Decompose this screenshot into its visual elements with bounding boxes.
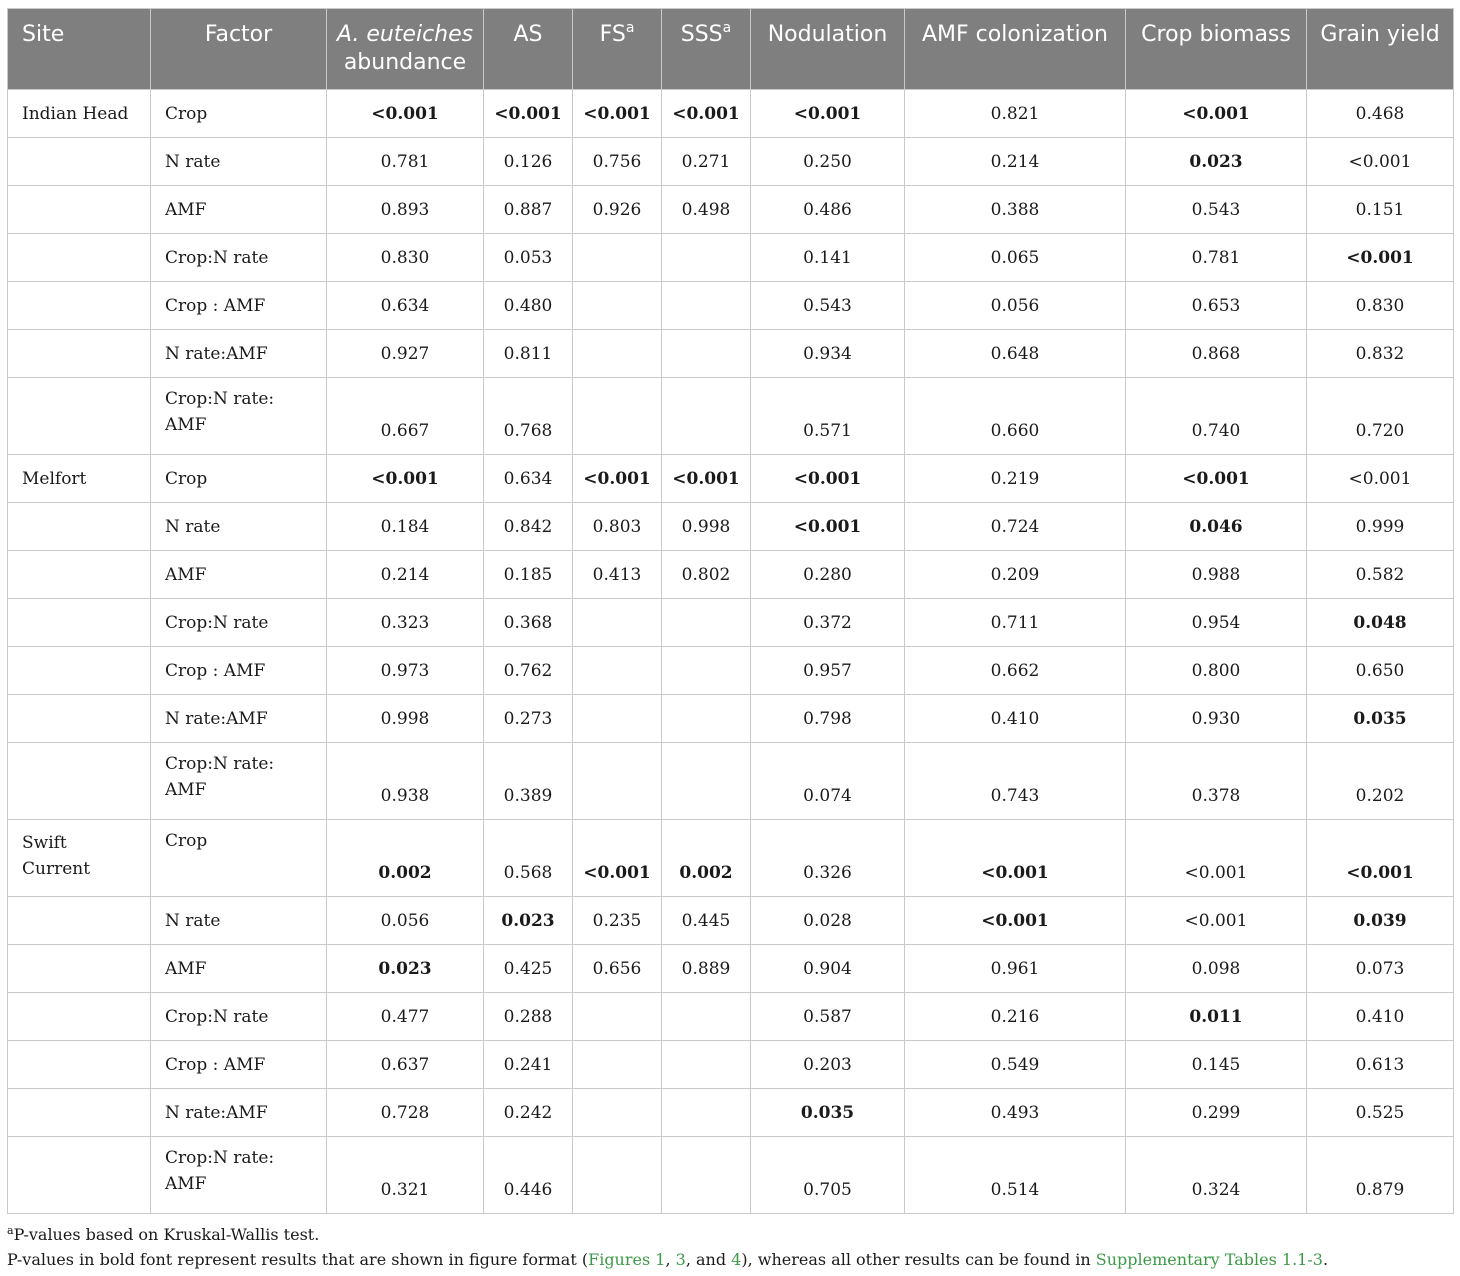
- site-cell: [8, 282, 151, 330]
- p-value-cell: 0.446: [484, 1137, 573, 1214]
- p-value-cell: [573, 1041, 662, 1089]
- p-value-cell: <0.001: [905, 897, 1126, 945]
- site-name: Indian Head: [22, 103, 129, 124]
- p-value-cell: <0.001: [573, 90, 662, 138]
- factor-label: AMF: [165, 199, 207, 220]
- p-value-cell: 0.023: [1126, 138, 1307, 186]
- p-value-cell: 0.073: [1307, 945, 1454, 993]
- footnote-bold-explanation: P-values in bold font represent results that are shown in figure format (Figures 1, 3, and 4), whereas all other results can be found in Supplementary Tables 1.1-3.: [7, 1250, 1329, 1269]
- col-header-amf-colonization: AMF colonization: [905, 9, 1126, 90]
- table-row: [8, 897, 1454, 945]
- p-value-cell: 0.126: [484, 138, 573, 186]
- p-value-cell: 0.023: [484, 897, 573, 945]
- p-value-cell: 0.660: [905, 378, 1126, 455]
- factor-label: Crop:N rate:: [165, 754, 275, 774]
- p-value-cell: [662, 647, 751, 695]
- p-value-cell: [573, 378, 662, 455]
- p-value-cell: 0.445: [662, 897, 751, 945]
- table-row: [8, 820, 1454, 897]
- p-value-cell: 0.803: [573, 503, 662, 551]
- col-header-a-euteiches-abundance: A. euteiches abundance: [327, 9, 484, 90]
- factor-cell: [151, 647, 327, 695]
- table-row: [8, 138, 1454, 186]
- p-value-cell: <0.001: [1126, 897, 1307, 945]
- factor-cell: [151, 897, 327, 945]
- table-body: [8, 90, 1454, 1214]
- p-value-cell: 0.934: [751, 330, 905, 378]
- p-value-cell: [662, 695, 751, 743]
- p-value-cell: 0.830: [1307, 282, 1454, 330]
- p-value-cell: [573, 743, 662, 820]
- factor-label: Crop : AMF: [165, 1054, 266, 1075]
- col-header-nodulation: Nodulation: [751, 9, 905, 90]
- p-value-cell: 0.961: [905, 945, 1126, 993]
- factor-label: N rate:AMF: [165, 1102, 268, 1123]
- figure-4-link[interactable]: 4: [731, 1250, 742, 1269]
- p-value-cell: 0.056: [327, 897, 484, 945]
- p-value-cell: 0.587: [751, 993, 905, 1041]
- p-value-cell: 0.889: [662, 945, 751, 993]
- p-value-cell: 0.720: [1307, 378, 1454, 455]
- p-value-cell: [573, 1089, 662, 1137]
- table-row: [8, 743, 1454, 820]
- site-cell: [8, 897, 151, 945]
- site-cell: [8, 695, 151, 743]
- p-value-cell: <0.001: [1307, 455, 1454, 503]
- p-value-cell: 0.389: [484, 743, 573, 820]
- p-value-cell: 0.477: [327, 993, 484, 1041]
- p-value-cell: 0.998: [327, 695, 484, 743]
- factor-label: Crop:N rate: [165, 247, 269, 268]
- site-cell: [8, 186, 151, 234]
- p-value-cell: 0.410: [1307, 993, 1454, 1041]
- p-value-cell: 0.927: [327, 330, 484, 378]
- p-value-cell: [573, 695, 662, 743]
- p-value-cell: 0.023: [327, 945, 484, 993]
- p-value-cell: <0.001: [662, 90, 751, 138]
- p-value-cell: 0.151: [1307, 186, 1454, 234]
- p-value-cell: 0.705: [751, 1137, 905, 1214]
- p-value-cell: <0.001: [1126, 820, 1307, 897]
- factor-label-line2: AMF: [165, 1174, 207, 1194]
- factor-cell: [151, 90, 327, 138]
- p-value-cell: 0.568: [484, 820, 573, 897]
- p-value-cell: [573, 330, 662, 378]
- table-row: [8, 695, 1454, 743]
- factor-cell: [151, 551, 327, 599]
- col-header-grain-yield: Grain yield: [1307, 9, 1454, 90]
- p-value-cell: 0.667: [327, 378, 484, 455]
- p-value-cell: 0.662: [905, 647, 1126, 695]
- p-value-cell: [573, 993, 662, 1041]
- figure-3-link[interactable]: 3: [675, 1250, 686, 1269]
- p-value-cell: 0.954: [1126, 599, 1307, 647]
- p-value-cell: 0.271: [662, 138, 751, 186]
- p-value-cell: 0.368: [484, 599, 573, 647]
- factor-cell: [151, 330, 327, 378]
- factor-label: Crop: [165, 468, 208, 489]
- p-value-cell: 0.388: [905, 186, 1126, 234]
- p-value-cell: 0.372: [751, 599, 905, 647]
- p-value-cell: 0.998: [662, 503, 751, 551]
- p-value-cell: [662, 1041, 751, 1089]
- site-cell: [8, 945, 151, 993]
- table-row: [8, 378, 1454, 455]
- p-value-cell: 0.280: [751, 551, 905, 599]
- factor-cell: [151, 455, 327, 503]
- p-value-cell: 0.035: [751, 1089, 905, 1137]
- p-value-cell: 0.273: [484, 695, 573, 743]
- factor-label: Crop : AMF: [165, 660, 266, 681]
- p-value-cell: <0.001: [751, 503, 905, 551]
- p-value-cell: [573, 599, 662, 647]
- table-row: [8, 993, 1454, 1041]
- factor-cell: [151, 1089, 327, 1137]
- p-value-cell: 0.832: [1307, 330, 1454, 378]
- p-value-cell: 0.957: [751, 647, 905, 695]
- p-value-cell: <0.001: [1126, 90, 1307, 138]
- factor-label: Crop:N rate:: [165, 1148, 275, 1168]
- p-value-cell: 0.938: [327, 743, 484, 820]
- p-value-cell: 0.543: [751, 282, 905, 330]
- p-value-cell: 0.141: [751, 234, 905, 282]
- table-row: [8, 503, 1454, 551]
- p-value-cell: <0.001: [662, 455, 751, 503]
- p-value-cell: 0.046: [1126, 503, 1307, 551]
- factor-cell: [151, 599, 327, 647]
- p-value-cell: 0.039: [1307, 897, 1454, 945]
- figure-1-link[interactable]: Figures 1: [588, 1250, 666, 1269]
- p-value-cell: 0.887: [484, 186, 573, 234]
- p-value-cell: 0.145: [1126, 1041, 1307, 1089]
- factor-label: N rate: [165, 151, 221, 172]
- p-value-cell: <0.001: [327, 455, 484, 503]
- header-row: [8, 9, 1454, 90]
- factor-label-line2: AMF: [165, 780, 207, 800]
- p-value-cell: [662, 1137, 751, 1214]
- p-value-cell: 0.202: [1307, 743, 1454, 820]
- p-value-cell: [662, 1089, 751, 1137]
- p-value-cell: 0.756: [573, 138, 662, 186]
- factor-cell: [151, 1041, 327, 1089]
- factor-cell: [151, 234, 327, 282]
- site-cell: [8, 820, 151, 897]
- site-cell: [8, 599, 151, 647]
- site-cell: [8, 330, 151, 378]
- p-value-cell: <0.001: [751, 455, 905, 503]
- p-value-cell: 0.028: [751, 897, 905, 945]
- factor-label: Crop:N rate: [165, 612, 269, 633]
- factor-label: N rate:AMF: [165, 343, 268, 364]
- p-value-cell: 0.241: [484, 1041, 573, 1089]
- factor-label: AMF: [165, 958, 207, 979]
- p-value-cell: 0.973: [327, 647, 484, 695]
- site-cell: [8, 551, 151, 599]
- footnote-kruskal-wallis: $^a$P-values based on Kruskal-Wallis test.: [7, 1224, 320, 1244]
- site-cell: [8, 455, 151, 503]
- factor-cell: [151, 695, 327, 743]
- p-value-cell: [662, 743, 751, 820]
- factor-label: Crop: [165, 103, 208, 124]
- p-value-cell: [573, 282, 662, 330]
- p-value-cell: 0.711: [905, 599, 1126, 647]
- p-value-cell: 0.653: [1126, 282, 1307, 330]
- p-value-cell: 0.053: [484, 234, 573, 282]
- p-value-cell: [662, 599, 751, 647]
- p-value-cell: 0.802: [662, 551, 751, 599]
- p-value-cell: 0.743: [905, 743, 1126, 820]
- p-value-cell: 0.216: [905, 993, 1126, 1041]
- p-value-cell: 0.656: [573, 945, 662, 993]
- site-cell: [8, 1089, 151, 1137]
- p-value-cell: [662, 234, 751, 282]
- p-value-cell: 0.493: [905, 1089, 1126, 1137]
- p-value-cell: [573, 234, 662, 282]
- p-value-cell: 0.214: [327, 551, 484, 599]
- p-value-cell: 0.514: [905, 1137, 1126, 1214]
- p-value-cell: 0.798: [751, 695, 905, 743]
- site-name: Melfort: [22, 468, 87, 489]
- p-value-cell: 0.235: [573, 897, 662, 945]
- p-value-cell: 0.209: [905, 551, 1126, 599]
- site-cell: [8, 234, 151, 282]
- supplementary-tables-link[interactable]: Supplementary Tables 1.1-3: [1095, 1250, 1323, 1269]
- p-value-cell: 0.724: [905, 503, 1126, 551]
- p-value-cell: [662, 282, 751, 330]
- p-value-cell: [662, 993, 751, 1041]
- p-value-cell: 0.242: [484, 1089, 573, 1137]
- p-value-cell: 0.288: [484, 993, 573, 1041]
- factor-label: Crop:N rate:: [165, 389, 275, 409]
- p-value-cell: 0.868: [1126, 330, 1307, 378]
- p-value-cell: 0.571: [751, 378, 905, 455]
- table-row: [8, 551, 1454, 599]
- factor-cell: [151, 186, 327, 234]
- p-value-cell: 0.904: [751, 945, 905, 993]
- table-row: [8, 945, 1454, 993]
- p-value-cell: 0.098: [1126, 945, 1307, 993]
- p-value-cell: 0.002: [662, 820, 751, 897]
- p-value-cell: 0.480: [484, 282, 573, 330]
- p-value-cell: 0.324: [1126, 1137, 1307, 1214]
- p-value-cell: 0.811: [484, 330, 573, 378]
- table-row: [8, 234, 1454, 282]
- p-value-cell: 0.011: [1126, 993, 1307, 1041]
- p-value-cell: 0.999: [1307, 503, 1454, 551]
- anova-results-table: [7, 8, 1454, 1214]
- site-cell: [8, 647, 151, 695]
- col-header-fs: $FS^a$: [573, 9, 662, 90]
- p-value-cell: <0.001: [1307, 820, 1454, 897]
- p-value-cell: 0.582: [1307, 551, 1454, 599]
- site-cell: [8, 1041, 151, 1089]
- table-row: [8, 1041, 1454, 1089]
- site-cell: [8, 138, 151, 186]
- p-value-cell: 0.634: [484, 455, 573, 503]
- p-value-cell: 0.650: [1307, 647, 1454, 695]
- p-value-cell: 0.930: [1126, 695, 1307, 743]
- p-value-cell: 0.637: [327, 1041, 484, 1089]
- p-value-cell: 0.074: [751, 743, 905, 820]
- table-row: [8, 330, 1454, 378]
- p-value-cell: 0.893: [327, 186, 484, 234]
- p-value-cell: 0.425: [484, 945, 573, 993]
- p-value-cell: 0.781: [327, 138, 484, 186]
- p-value-cell: [573, 647, 662, 695]
- p-value-cell: 0.326: [751, 820, 905, 897]
- factor-cell: [151, 820, 327, 897]
- site-name: Swift: [22, 833, 67, 853]
- p-value-cell: 0.378: [1126, 743, 1307, 820]
- col-header-as: AS: [484, 9, 573, 90]
- p-value-cell: <0.001: [1126, 455, 1307, 503]
- p-value-cell: 0.299: [1126, 1089, 1307, 1137]
- site-cell: [8, 90, 151, 138]
- p-value-cell: [662, 378, 751, 455]
- site-name-line2: Current: [22, 859, 91, 879]
- p-value-cell: 0.410: [905, 695, 1126, 743]
- factor-cell: [151, 503, 327, 551]
- p-value-cell: 0.219: [905, 455, 1126, 503]
- p-value-cell: 0.613: [1307, 1041, 1454, 1089]
- p-value-cell: 0.056: [905, 282, 1126, 330]
- p-value-cell: 0.926: [573, 186, 662, 234]
- p-value-cell: <0.001: [484, 90, 573, 138]
- table-footnotes: [7, 1222, 1453, 1272]
- table-row: [8, 1137, 1454, 1214]
- p-value-cell: 0.830: [327, 234, 484, 282]
- site-cell: [8, 378, 151, 455]
- p-value-cell: 0.048: [1307, 599, 1454, 647]
- col-header-crop-biomass: Crop biomass: [1126, 9, 1307, 90]
- p-value-cell: 0.413: [573, 551, 662, 599]
- p-value-cell: <0.001: [327, 90, 484, 138]
- p-value-cell: <0.001: [751, 90, 905, 138]
- p-value-cell: 0.634: [327, 282, 484, 330]
- factor-label: Crop:N rate: [165, 1006, 269, 1027]
- p-value-cell: 0.250: [751, 138, 905, 186]
- p-value-cell: 0.525: [1307, 1089, 1454, 1137]
- factor-label: N rate: [165, 516, 221, 537]
- p-value-cell: <0.001: [1307, 234, 1454, 282]
- factor-label: AMF: [165, 564, 207, 585]
- site-cell: [8, 1137, 151, 1214]
- factor-label-line2: AMF: [165, 415, 207, 435]
- p-value-cell: 0.781: [1126, 234, 1307, 282]
- factor-label: N rate:AMF: [165, 708, 268, 729]
- col-header-site: Site: [8, 9, 151, 90]
- p-value-cell: 0.185: [484, 551, 573, 599]
- p-value-cell: 0.002: [327, 820, 484, 897]
- p-value-cell: 0.740: [1126, 378, 1307, 455]
- p-value-cell: 0.184: [327, 503, 484, 551]
- p-value-cell: 0.486: [751, 186, 905, 234]
- factor-label: Crop: [165, 831, 208, 851]
- p-value-cell: 0.879: [1307, 1137, 1454, 1214]
- p-value-cell: 0.543: [1126, 186, 1307, 234]
- p-value-cell: 0.498: [662, 186, 751, 234]
- site-cell: [8, 743, 151, 820]
- factor-cell: [151, 993, 327, 1041]
- p-value-cell: 0.988: [1126, 551, 1307, 599]
- col-header-factor: Factor: [151, 9, 327, 90]
- p-value-cell: 0.648: [905, 330, 1126, 378]
- site-cell: [8, 993, 151, 1041]
- p-value-cell: [573, 1137, 662, 1214]
- factor-cell: [151, 138, 327, 186]
- p-value-cell: 0.762: [484, 647, 573, 695]
- factor-cell: [151, 1137, 327, 1214]
- p-value-cell: <0.001: [573, 820, 662, 897]
- p-value-cell: 0.800: [1126, 647, 1307, 695]
- table-row: [8, 455, 1454, 503]
- p-value-cell: 0.768: [484, 378, 573, 455]
- p-value-cell: <0.001: [1307, 138, 1454, 186]
- p-value-cell: 0.321: [327, 1137, 484, 1214]
- factor-label: Crop : AMF: [165, 295, 266, 316]
- table-row: [8, 282, 1454, 330]
- factor-cell: [151, 282, 327, 330]
- factor-cell: [151, 945, 327, 993]
- site-cell: [8, 503, 151, 551]
- p-value-cell: [662, 330, 751, 378]
- p-value-cell: 0.035: [1307, 695, 1454, 743]
- p-value-cell: 0.468: [1307, 90, 1454, 138]
- table-row: [8, 186, 1454, 234]
- p-value-cell: 0.203: [751, 1041, 905, 1089]
- p-value-cell: 0.821: [905, 90, 1126, 138]
- factor-cell: [151, 743, 327, 820]
- p-value-cell: 0.728: [327, 1089, 484, 1137]
- table-row: [8, 599, 1454, 647]
- factor-label: N rate: [165, 910, 221, 931]
- p-value-cell: 0.549: [905, 1041, 1126, 1089]
- p-value-cell: 0.065: [905, 234, 1126, 282]
- factor-cell: [151, 378, 327, 455]
- p-value-cell: <0.001: [573, 455, 662, 503]
- p-value-cell: <0.001: [905, 820, 1126, 897]
- table-row: [8, 1089, 1454, 1137]
- p-value-cell: 0.214: [905, 138, 1126, 186]
- table-row: [8, 647, 1454, 695]
- col-header-sss: SSS$^a$: [662, 9, 751, 90]
- p-value-cell: 0.323: [327, 599, 484, 647]
- table-row: [8, 90, 1454, 138]
- p-value-cell: 0.842: [484, 503, 573, 551]
